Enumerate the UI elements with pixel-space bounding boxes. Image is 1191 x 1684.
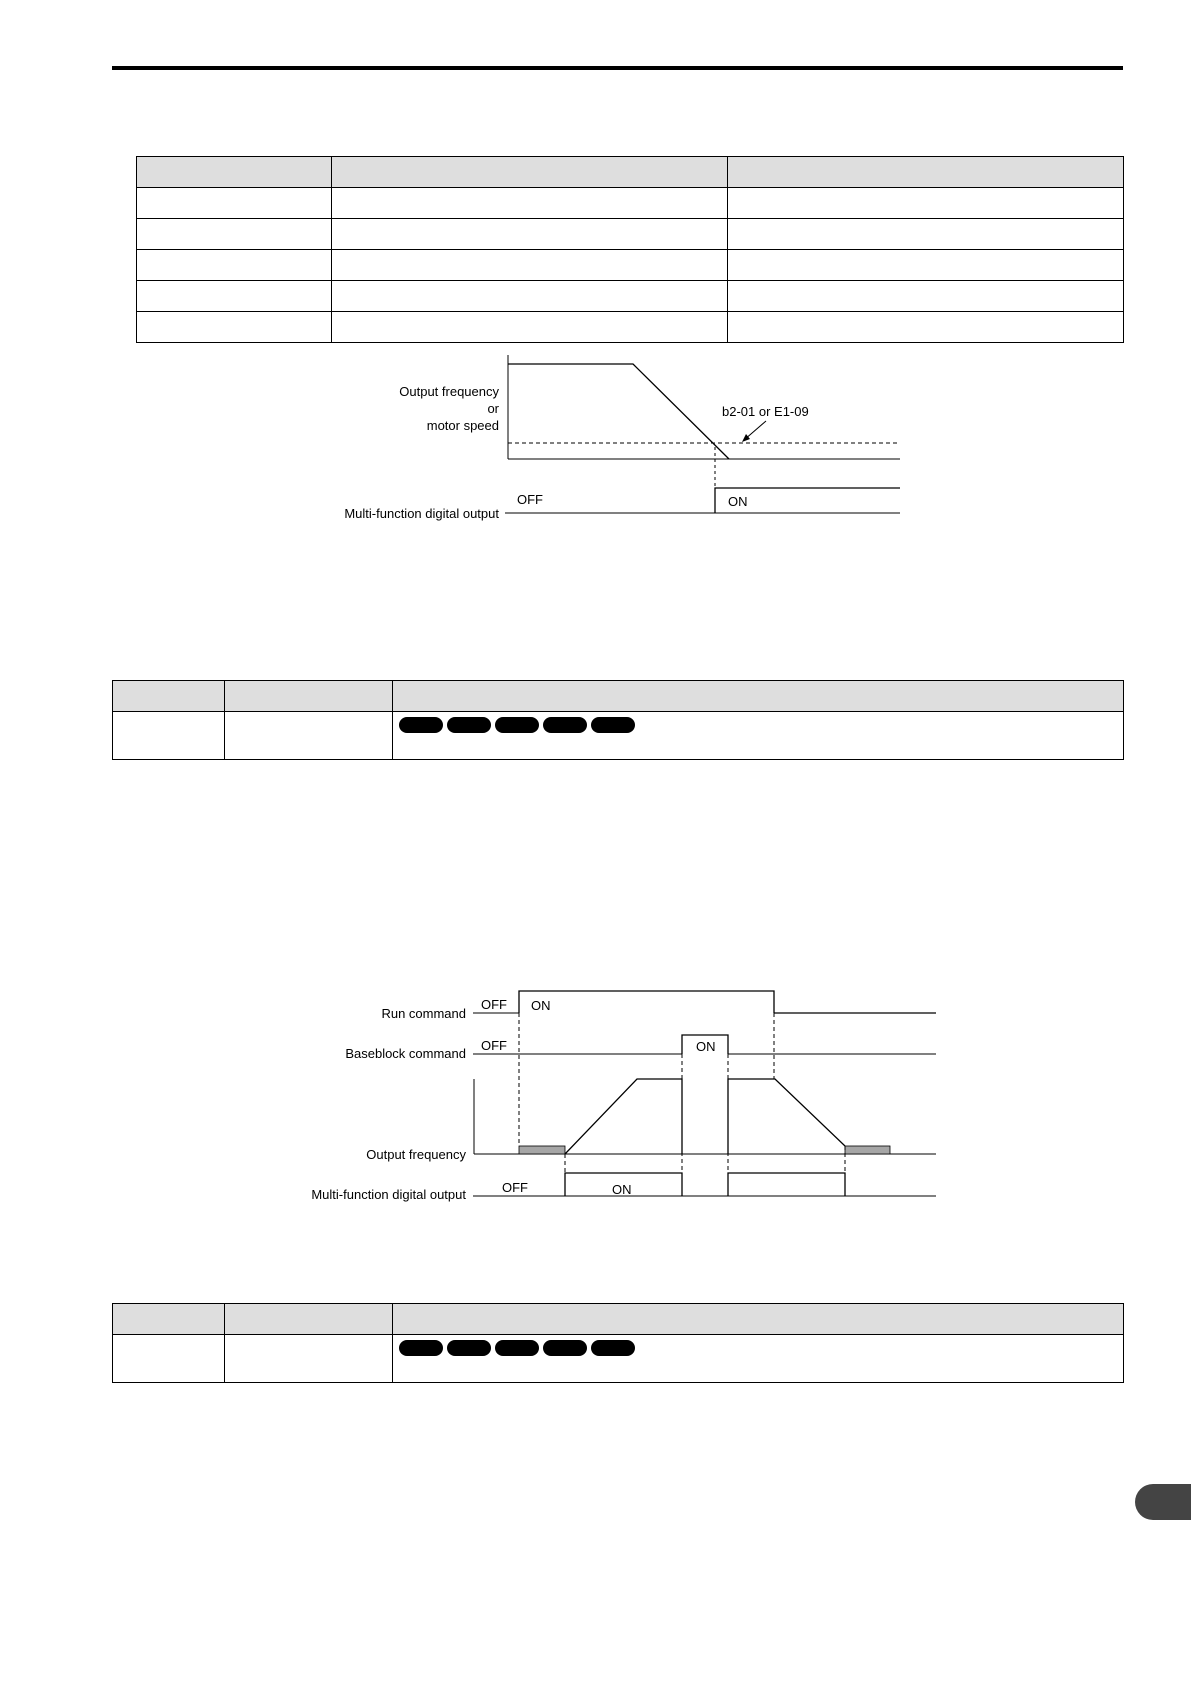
- diagram1-off-label: OFF: [517, 492, 543, 507]
- dc-injection-block-end: [845, 1146, 890, 1154]
- frequency-decel-curve: [728, 1079, 845, 1154]
- frequency-curve: [508, 364, 729, 459]
- baseblock-off-label: OFF: [481, 1038, 507, 1053]
- run-on-pulse: [519, 991, 774, 1013]
- diagram1-y-label-3: motor speed: [426, 418, 499, 433]
- diagram1-y-label-2: or: [487, 401, 499, 416]
- baseblock-timing-diagram: [311, 991, 936, 1202]
- run-command-label: Run command: [381, 1006, 466, 1021]
- diagram1-y-label-1: Output frequency: [399, 384, 499, 399]
- threshold-annotation: b2-01 or E1-09: [722, 404, 809, 419]
- diagram1-on-label: ON: [728, 494, 748, 509]
- run-on-label: ON: [531, 998, 551, 1013]
- dc-injection-block-start: [519, 1146, 565, 1154]
- zero-speed-timing-diagram: [344, 355, 900, 521]
- chapter-tab-badge: [1135, 1484, 1191, 1520]
- baseblock-command-label: Baseblock command: [345, 1046, 466, 1061]
- diagram2-off-label: OFF: [502, 1180, 528, 1195]
- diagram2-output-label: Multi-function digital output: [311, 1187, 466, 1202]
- diagram2-on-label: ON: [612, 1182, 632, 1197]
- diagram1-output-label: Multi-function digital output: [344, 506, 499, 521]
- output-frequency-label: Output frequency: [366, 1147, 466, 1162]
- baseblock-on-label: ON: [696, 1039, 716, 1054]
- diagram2-output-pulse-2: [728, 1173, 845, 1196]
- run-off-label: OFF: [481, 997, 507, 1012]
- frequency-accel-curve: [565, 1079, 682, 1154]
